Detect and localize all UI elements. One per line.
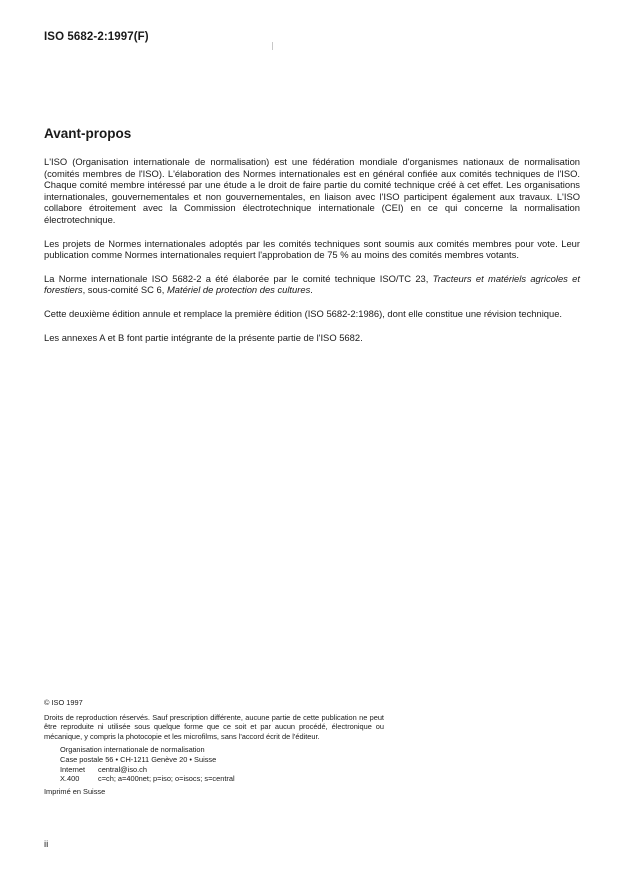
paragraph-edition: Cette deuxième édition annule et remplace la première édition (ISO 5682-2:1986), dont elle constitue une révision technique. [44,307,563,319]
internet-row [60,765,384,775]
printed-in: Imprimé en Suisse [44,786,106,796]
document-identifier: ISO 5682-2:1997(F) [44,31,149,43]
section-heading: Avant-propos [44,126,132,141]
internet-label: Internet [60,764,86,774]
margin-mark [272,42,273,50]
committee-prefix: La Norme internationale ISO 5682-2 a été élaborée par le comité technique ISO/TC 23, [44,272,433,284]
paragraph-committee [44,273,580,296]
page-number: ii [44,839,49,850]
publisher-address [44,745,384,783]
postal-address: Case postale 56 • CH-1211 Genève 20 • Suisse [60,754,217,764]
foreword-body [44,156,580,355]
committee-middle: , sous-comité SC 6, [82,284,167,296]
paragraph-annexes: Les annexes A et B font partie intégrante de la présente partie de l'ISO 5682. [44,331,363,343]
committee-title: Tracteurs et matériels agricoles et forestiers [44,272,580,296]
x400-label: X.400 [60,774,80,784]
x400-value: c=ch; a=400net; p=iso; o=isocs; s=central [98,774,235,784]
rights-statement: Droits de reproduction réservés. Sauf prescription différente, aucune partie de cette publication ne peut être reproduite ni utilisée sous quelque forme que ce soit et par aucun procédé, électronique ou mécanique, y compris la photocopie et les microfilms, sans l'accord écrit de l'éditeur. [44,712,384,741]
paragraph-iso-description: L'ISO (Organisation internationale de normalisation) est une fédération mondiale d'organismes nationaux de normalisation (comités membres de l'ISO). L'élaboration des Normes internationales est en général confiée aux comités techniques de l'ISO. Chaque comité membre intéressé par une étude a le droit de faire partie du comité technique créé à cet effet. Les organisations internationales, gouvernementales et non gouvernementales, en liaison avec l'ISO participent également aux travaux. L'ISO collabore étroitement avec la Commission électrotechnique internationale (CEI) en ce qui concerne la normalisation électrotechnique. [44,156,580,225]
committee-suffix: . [310,284,313,296]
copyright-notice: © ISO 1997 [44,698,83,707]
x400-row [60,774,384,784]
paragraph-voting: Les projets de Normes internationales adoptés par les comités techniques sont soumis aux comités membres pour vote. Leur publication comme Normes internationales requiert l'approbation de 75 % au moins des comités membres votants. [44,237,580,261]
organisation-name: Organisation internationale de normalisation [60,745,205,755]
subcommittee-title: Matériel de protection des cultures [166,284,311,296]
internet-value: central@iso.ch [98,764,147,774]
copyright-block [44,698,384,796]
